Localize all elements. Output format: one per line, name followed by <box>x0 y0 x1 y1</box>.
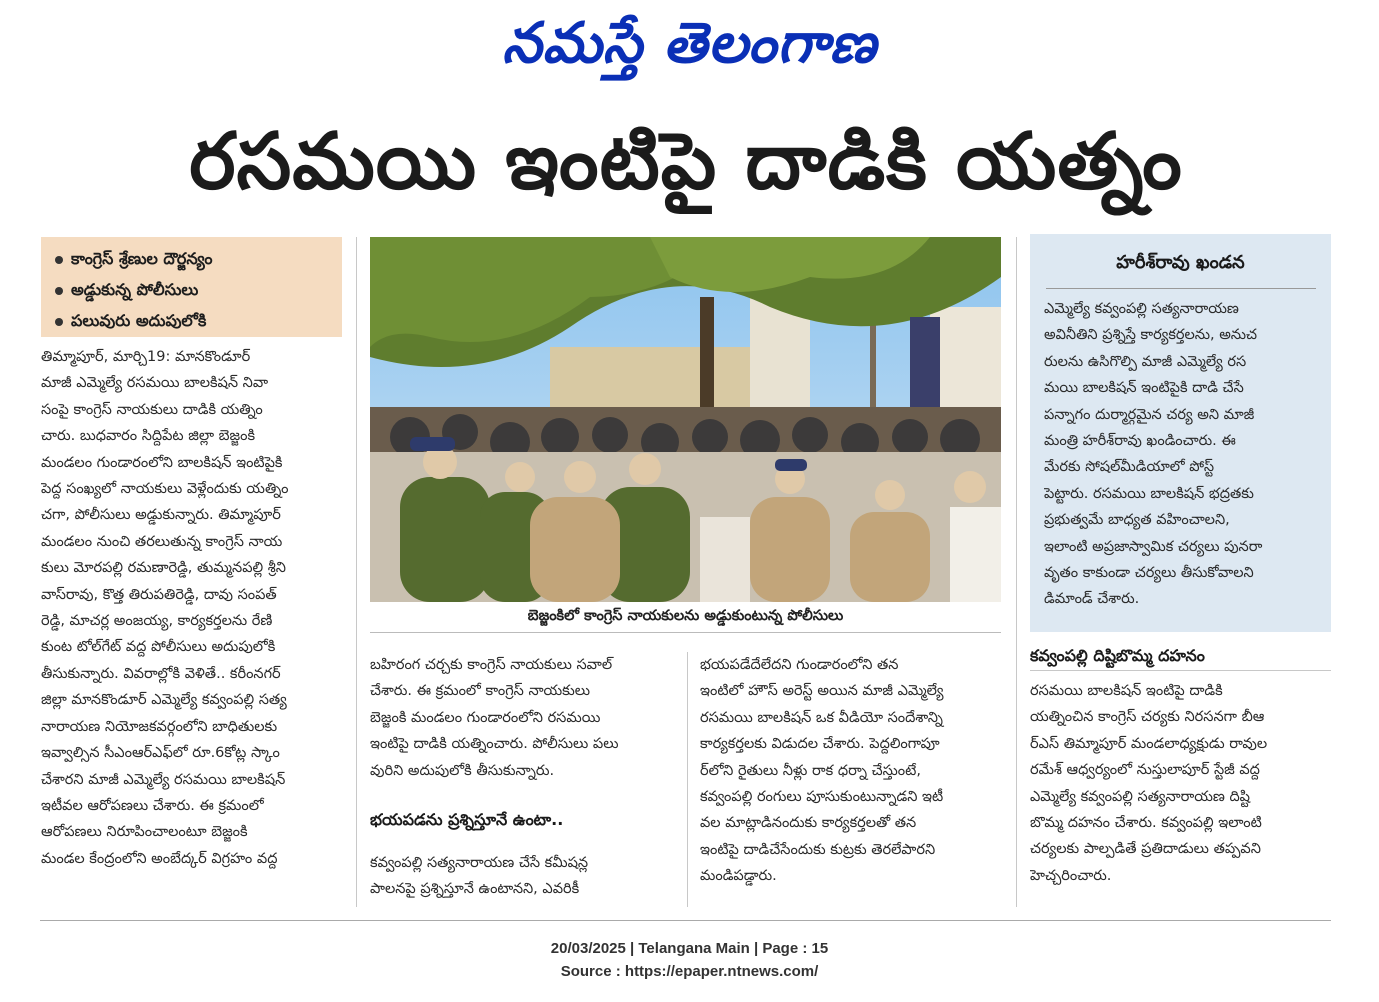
column-divider <box>1016 237 1017 907</box>
article-line: చర్యలకు పాల్పడితే ప్రతిదాడులు తప్పవని <box>1030 841 1261 858</box>
sidebar-line: వృతం కాకుండా చర్యలు తీసుకోవాలని <box>1044 565 1254 582</box>
crowd-photo-illustration <box>370 237 1001 602</box>
article-line: రసమయి బాలకిషన్ ఇంటిపై దాడికి <box>1030 683 1223 699</box>
article-line: చారు. బుధవారం సిద్దిపేట జిల్లా బెజ్జంకి <box>41 428 256 445</box>
article-line: కవ్వంపల్లి సత్యనారాయణ చేసే కమీషన్ల <box>370 855 589 871</box>
bullet-icon <box>55 287 63 295</box>
article-column-3 <box>700 652 1005 890</box>
article-line: తిమ్మాపూర్, మార్చి19: మానకొండూర్ <box>41 349 251 365</box>
headline: రసమయి ఇంటిపై దాడికి యత్నం <box>189 117 1183 207</box>
footer-date-page: 20/03/2025 | Telangana Main | Page : 15 <box>550 940 829 957</box>
article-line: ర్‌లోని రైతులు నీళ్లు రాక ధర్నా చేస్తుంటే, <box>700 762 921 779</box>
article-line: నారాయణ నియోజకవర్గంలోని బాధితులకు <box>41 718 278 735</box>
article-line: మండిపడ్డారు. <box>700 868 777 885</box>
article-line: భయపడేదేలేదని గుండారంలోని తన <box>700 657 899 673</box>
article-line: కవ్వంపల్లి రంగులు పూసుకుంటున్నాడని ఇటీ <box>700 789 944 806</box>
article-line: యత్నించిన కాంగ్రెస్ చర్యకు నిరసనగా బీఆ <box>1030 709 1265 726</box>
article-line: మండలం నుంచి తరలుతున్న కాంగ్రెస్ నాయ <box>41 533 283 550</box>
article-line: ఇంటిపై దాడిచేసేందుకు కుట్రకు తెరలేపారని <box>700 841 936 858</box>
subheading-divider <box>1030 670 1331 671</box>
article-line: హెచ్చరించారు. <box>1030 867 1112 884</box>
sidebar-line: ప్రభుత్వమే బాధ్యత వహించాలని, <box>1044 512 1230 529</box>
article-line: సంపై కాంగ్రెస్ నాయకులు దాడికి యత్నిం <box>41 401 263 418</box>
article-line: చేశారు. ఈ క్రమంలో కాంగ్రెస్ నాయకులు <box>370 683 591 700</box>
article-line: బొమ్మ దహనం చేశారు. కవ్వంపల్లి ఇలాంటి <box>1030 815 1262 832</box>
highlight-item: అడ్డుకున్న పోలీసులు <box>55 274 342 305</box>
photo-caption: బెజ్జంకిలో కాంగ్రెస్ నాయకులను అడ్డుకుంటున్న పోలీసులు <box>527 608 844 624</box>
column-divider <box>356 237 357 907</box>
article-line: కార్యకర్తలకు విడుదల చేశారు. పెద్దలింగాపూ <box>700 736 940 753</box>
article-line: ఇటీవల ఆరోపణలు చేశారు. ఈ క్రమంలో <box>41 797 264 814</box>
newspaper-masthead: నమస్తే తెలంగాణ <box>502 10 877 76</box>
caption-divider <box>370 632 1001 633</box>
article-line: చగా, పోలీసులు అడ్డుకున్నారు. తిమ్మాపూర్ <box>41 507 281 524</box>
bullet-icon <box>55 318 63 326</box>
article-line: పాలనపై ప్రశ్నిస్తూనే ఉంటానని, ఎవరికీ <box>370 881 580 898</box>
article-line: రెడ్డి, మాచర్ల అంజయ్య, కార్యకర్తలను రేణి <box>41 613 273 630</box>
footer-source: Source : https://epaper.ntnews.com/ <box>560 963 819 980</box>
article-line: ఎమ్మెల్యే కవ్వంపల్లి సత్యనారాయణ దిష్టి <box>1030 788 1251 805</box>
article-column-2-continued <box>370 850 674 903</box>
news-photo <box>370 237 1001 602</box>
article-line: ఇవ్వాల్సిన సీఎంఆర్‌ఎఫ్‌లో రూ.6కోట్ల స్కాం <box>41 745 280 762</box>
highlights-box <box>41 237 342 337</box>
subheading-fearless: భయపడను ప్రశ్నిస్తూనే ఉంటా.. <box>370 810 564 829</box>
sidebar-line: ఎమ్మెల్యే కవ్వంపల్లి సత్యనారాయణ <box>1044 301 1239 317</box>
article-column-2 <box>370 652 674 784</box>
article-line: ఆరోపణలు నిరూపించాలంటూ బెజ్జంకి <box>41 824 248 841</box>
article-line: బెజ్జంకి మండలం గుండారంలోని రసమయి <box>370 709 601 726</box>
sidebar-divider <box>1046 288 1316 289</box>
sidebar-title: హరీశ్‌రావు ఖండన <box>1116 252 1245 273</box>
article-line: వల మాట్లాడినందుకు కార్యకర్తలతో తన <box>700 815 917 832</box>
article-line: మండలం గుండారంలోని బాలకిషన్ ఇంటిపైకి <box>41 454 283 471</box>
sidebar-box <box>1030 234 1331 632</box>
article-column-4 <box>1030 678 1331 889</box>
article-line: రసమయి బాలకిషన్ ఒక వీడియో సందేశాన్ని <box>700 709 943 726</box>
sidebar-line: రులను ఉసిగొల్పి మాజీ ఎమ్మెల్యే రస <box>1044 353 1247 370</box>
article-line: కుంట టోల్‌గేట్ వద్ద పోలీసులు అదుపులోకి <box>41 639 276 656</box>
highlight-item: కాంగ్రెస్ శ్రేణుల దౌర్జన్యం <box>55 243 342 274</box>
article-line: వాస్‌రావు, కొత్త తిరుపతిరెడ్డి, దావు సంపత్ <box>41 586 277 603</box>
article-line: ఇంటిపై దాడికి యత్నించారు. పోలీసులు పలు <box>370 736 619 753</box>
article-line: ఇంటిలో హౌస్ అరెస్ట్ అయిన మాజీ ఎమ్మెల్యే <box>700 683 944 700</box>
article-line: మండల కేంద్రంలోని అంబేద్కర్ విగ్రహం వద్ద <box>41 850 278 867</box>
article-line: చేశారని మాజీ ఎమ్మెల్యే రసమయి బాలకిషన్ <box>41 771 286 788</box>
article-line: వురిని అదుపులోకి తీసుకున్నారు. <box>370 762 555 779</box>
sidebar-line: ఇలాంటి అప్రజాస్వామిక చర్యలు పునరా <box>1044 538 1263 555</box>
article-line: కులు మోరపల్లి రమణారెడ్డి, తుమ్మనపల్లి శ్రీని <box>41 560 286 577</box>
sidebar-line: డిమాండ్ చేశారు. <box>1044 591 1140 608</box>
article-line: బహిరంగ చర్చకు కాంగ్రెస్ నాయకులు సవాల్ <box>370 657 613 673</box>
column-divider <box>687 652 688 907</box>
sidebar-line: మేరకు సోషల్‌మీడియాలో పోస్ట్ <box>1044 459 1215 476</box>
sidebar-line: పెట్టారు. రసమయి బాలకిషన్ భద్రతకు <box>1044 485 1254 502</box>
sidebar-line: మంత్రి హరీశ్‌రావు ఖండించారు. ఈ <box>1044 433 1236 450</box>
sidebar-line: పన్నాగం దుర్మార్గమైన చర్య అని మాజీ <box>1044 406 1255 423</box>
article-line: తీసుకున్నారు. వివరాల్లోకి వెళితే.. కరీంనగర్ <box>41 665 281 682</box>
article-line: ర్ఎస్ తిమ్మాపూర్ మండలాధ్యక్షుడు రావుల <box>1030 735 1268 752</box>
article-line: పెద్ద సంఖ్యలో నాయకులు వెళ్లేందుకు యత్నిం <box>41 481 289 498</box>
article-column-1 <box>41 344 342 872</box>
article-line: జిల్లా మానకొండూర్ ఎమ్మెల్యే కవ్వంపల్లి సత్య <box>41 692 287 709</box>
sidebar-line: మయి బాలకిషన్ ఇంటిపైకి దాడి చేసే <box>1044 380 1244 397</box>
page-bottom-rule <box>40 920 1331 921</box>
article-line: మాజీ ఎమ్మెల్యే రసమయి బాలకిషన్ నివా <box>41 375 269 392</box>
sidebar-body <box>1044 296 1320 613</box>
highlight-item: పలువురు అదుపులోకి <box>55 305 342 336</box>
sidebar-line: అవినీతిని ప్రశ్నిస్తే కార్యకర్తలను, అనుచ <box>1044 327 1258 344</box>
article-line: రమేశ్ ఆధ్వర్యంలో నుస్తులాపూర్ స్టేజీ వద్ద <box>1030 762 1260 779</box>
bullet-icon <box>55 256 63 264</box>
subheading-effigy: కవ్వంపల్లి దిష్టిబొమ్మ దహనం <box>1030 646 1205 665</box>
